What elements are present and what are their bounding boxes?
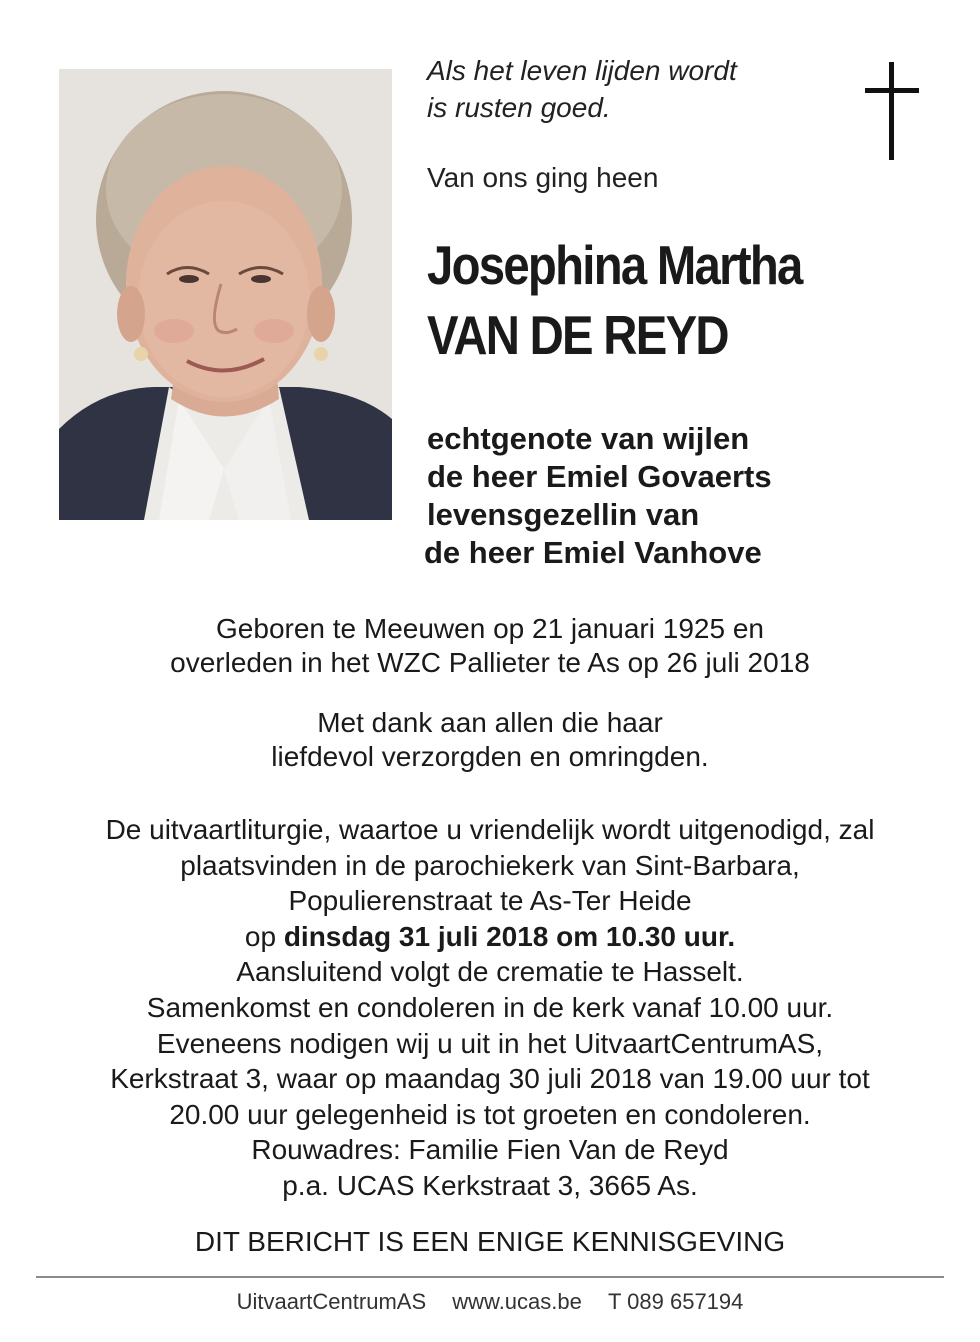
first-names: Josephina Martha: [427, 234, 802, 296]
funeral-date-prefix: op: [244, 920, 277, 952]
footer-website[interactable]: www.ucas.be: [452, 1289, 582, 1314]
funeral-date: dinsdag 31 juli 2018 om 10.30 uur.: [283, 920, 736, 952]
quote-line-1: Als het leven lijden wordt: [427, 55, 737, 86]
funeral-line: Aansluitend volgt de crematie te Hasselt.: [236, 956, 744, 988]
funeral-line: plaatsvinden in de parochiekerk van Sint-Barbara,: [180, 849, 800, 881]
birth-death-info: [0, 612, 980, 680]
funeral-date-line: [0, 919, 980, 955]
funeral-details: [0, 812, 980, 1204]
quote: [427, 52, 737, 126]
thanks-text: [0, 706, 980, 774]
relations: [424, 420, 772, 572]
funeral-line: 20.00 uur gelegenheid is tot groeten en condoleren.: [169, 1098, 811, 1130]
birth-line: Geboren te Meeuwen op 21 januari 1925 en: [216, 613, 764, 644]
relation-line: de heer Emiel Govaerts: [427, 459, 772, 494]
footer-company: UitvaartCentrumAS: [236, 1289, 427, 1314]
mourning-address-line: p.a. UCAS Kerkstraat 3, 3665 As.: [282, 1169, 698, 1201]
mourning-address: Rouwadres: Familie Fien Van de Reyd: [251, 1134, 729, 1166]
notice-text: DIT BERICHT IS EEN ENIGE KENNISGEVING: [194, 1226, 786, 1257]
footer: [0, 1287, 980, 1317]
funeral-line: Eveneens nodigen wij u uit in het UitvaartCentrumAS,: [156, 1027, 824, 1059]
deceased-name: [427, 230, 802, 370]
death-line: overleden in het WZC Pallieter te As op 26 juli 2018: [170, 647, 810, 678]
relation-line: de heer Emiel Vanhove: [424, 535, 762, 570]
relation-line: echtgenote van wijlen: [427, 421, 750, 456]
funeral-line: Samenkomst en condoleren in de kerk vanaf 10.00 uur.: [146, 991, 834, 1023]
funeral-line: Populierenstraat te As-Ter Heide: [288, 885, 692, 917]
relation-line: levensgezellin van: [427, 497, 700, 532]
last-name: VAN DE REYD: [427, 304, 728, 366]
intro-text: Van ons ging heen: [427, 162, 659, 193]
thanks-line: Met dank aan allen die haar: [317, 707, 663, 738]
thanks-line: liefdevol verzorgden en omringden.: [271, 741, 709, 772]
footer-phone: T 089 657194: [608, 1289, 744, 1314]
funeral-line: Kerkstraat 3, waar op maandag 30 juli 2018 van 19.00 uur tot: [110, 1063, 870, 1095]
quote-line-2: is rusten goed.: [427, 92, 611, 123]
portrait-illustration: [59, 69, 392, 520]
funeral-line: De uitvaartliturgie, waartoe u vriendelijk wordt uitgenodigd, zal: [105, 814, 875, 845]
cross-icon: [862, 62, 922, 160]
portrait-photo: [59, 69, 392, 520]
footer-divider: [36, 1276, 944, 1278]
